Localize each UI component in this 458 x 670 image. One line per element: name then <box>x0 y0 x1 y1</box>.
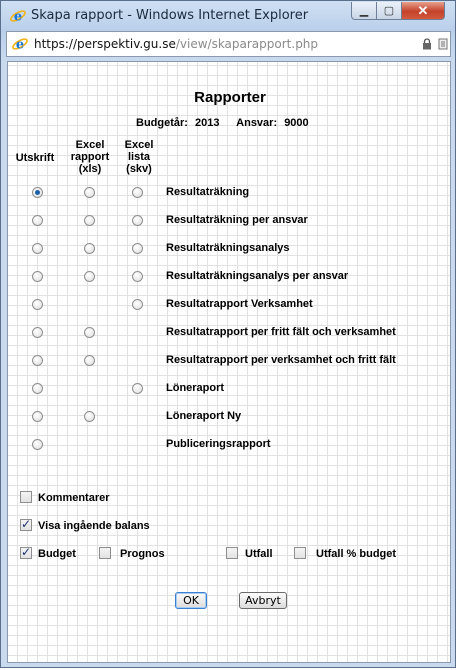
ok-button[interactable]: OK <box>175 592 207 609</box>
address-url[interactable] <box>34 37 318 51</box>
svg-text:e: e <box>13 9 23 25</box>
cancel-button[interactable]: Avbryt <box>239 592 287 609</box>
report-label: Resultatrapport per verksamhet och fritt fält <box>166 354 396 366</box>
radio-skv[interactable] <box>132 299 143 310</box>
radio-xls[interactable] <box>84 187 95 198</box>
utfall-checkbox[interactable] <box>226 547 238 559</box>
report-label: Resultaträkningsanalys per ansvar <box>166 270 349 282</box>
utfall-procent-budget-checkbox[interactable] <box>294 547 306 559</box>
url-host: https://perspektiv.gu.se <box>34 37 176 51</box>
lock-icon[interactable] <box>422 38 432 50</box>
radio-utskrift[interactable] <box>32 355 43 366</box>
close-button[interactable] <box>401 2 445 20</box>
report-label: Publiceringsrapport <box>166 438 271 450</box>
radio-xls[interactable] <box>84 327 95 338</box>
prognos-checkbox[interactable] <box>99 547 111 559</box>
window-title: Skapa rapport - Windows Internet Explorer <box>31 8 309 23</box>
column-header-excel-xls: Excel rapport (xls) <box>70 139 110 175</box>
utfall-procent-budget-label: Utfall % budget <box>316 548 397 560</box>
close-icon: ✕ <box>417 2 429 18</box>
radio-utskrift[interactable] <box>32 215 43 226</box>
minimize-icon: ▁ <box>359 5 369 17</box>
internet-explorer-page-icon <box>11 35 29 53</box>
radio-skv[interactable] <box>132 187 143 198</box>
radio-utskrift[interactable] <box>32 187 43 198</box>
ansvar-label: Ansvar: <box>236 117 278 129</box>
report-label: Löneraport <box>166 382 225 394</box>
internet-explorer-icon <box>9 7 27 25</box>
radio-skv[interactable] <box>132 271 143 282</box>
radio-skv[interactable] <box>132 215 143 226</box>
radio-utskrift[interactable] <box>32 243 43 254</box>
report-label: Resultatrapport Verksamhet <box>166 298 313 310</box>
maximize-icon: ▢ <box>383 5 395 17</box>
budget-label: Budget <box>38 548 76 560</box>
budget-year-label: Budgetår: <box>136 117 188 129</box>
report-label: Resultaträkning per ansvar <box>166 214 308 226</box>
radio-xls[interactable] <box>84 411 95 422</box>
report-label: Resultaträkning <box>166 186 250 198</box>
budget-year-value: 2013 <box>195 117 220 129</box>
radio-xls[interactable] <box>84 215 95 226</box>
radio-xls[interactable] <box>84 355 95 366</box>
report-label: Löneraport Ny <box>166 410 242 422</box>
visa-ingaende-balans-label: Visa ingående balans <box>38 520 150 532</box>
page-content <box>7 61 451 663</box>
column-header-excel-skv: Excel lista (skv) <box>124 139 154 175</box>
utfall-label: Utfall <box>245 548 273 560</box>
url-path: /view/skaparapport.php <box>175 37 319 51</box>
radio-skv[interactable] <box>132 383 143 394</box>
visa-ingaende-balans-checkbox[interactable] <box>20 519 32 531</box>
report-label: Resultatrapport per fritt fält och verksamhet <box>166 326 396 338</box>
budget-checkbox[interactable] <box>20 547 32 559</box>
radio-xls[interactable] <box>84 271 95 282</box>
radio-utskrift[interactable] <box>32 327 43 338</box>
kommentarer-label: Kommentarer <box>38 492 110 504</box>
kommentarer-checkbox[interactable] <box>20 491 32 503</box>
report-label: Resultaträkningsanalys <box>166 242 290 254</box>
page-title: Rapporter <box>194 89 266 106</box>
minimize-button[interactable] <box>351 2 377 20</box>
radio-skv[interactable] <box>132 243 143 254</box>
svg-text:e: e <box>15 37 25 53</box>
maximize-button[interactable] <box>376 2 402 20</box>
radio-utskrift[interactable] <box>32 299 43 310</box>
title-bar <box>1 1 457 31</box>
radio-utskrift[interactable] <box>32 439 43 450</box>
radio-utskrift[interactable] <box>32 271 43 282</box>
ansvar-value: 9000 <box>284 117 309 129</box>
radio-xls[interactable] <box>84 243 95 254</box>
page-tools-icon[interactable] <box>438 38 448 50</box>
budget-info <box>136 117 313 129</box>
prognos-label: Prognos <box>120 548 165 560</box>
column-header-utskrift: Utskrift <box>15 152 55 164</box>
radio-utskrift[interactable] <box>32 411 43 422</box>
radio-utskrift[interactable] <box>32 383 43 394</box>
address-bar[interactable] <box>6 31 451 57</box>
